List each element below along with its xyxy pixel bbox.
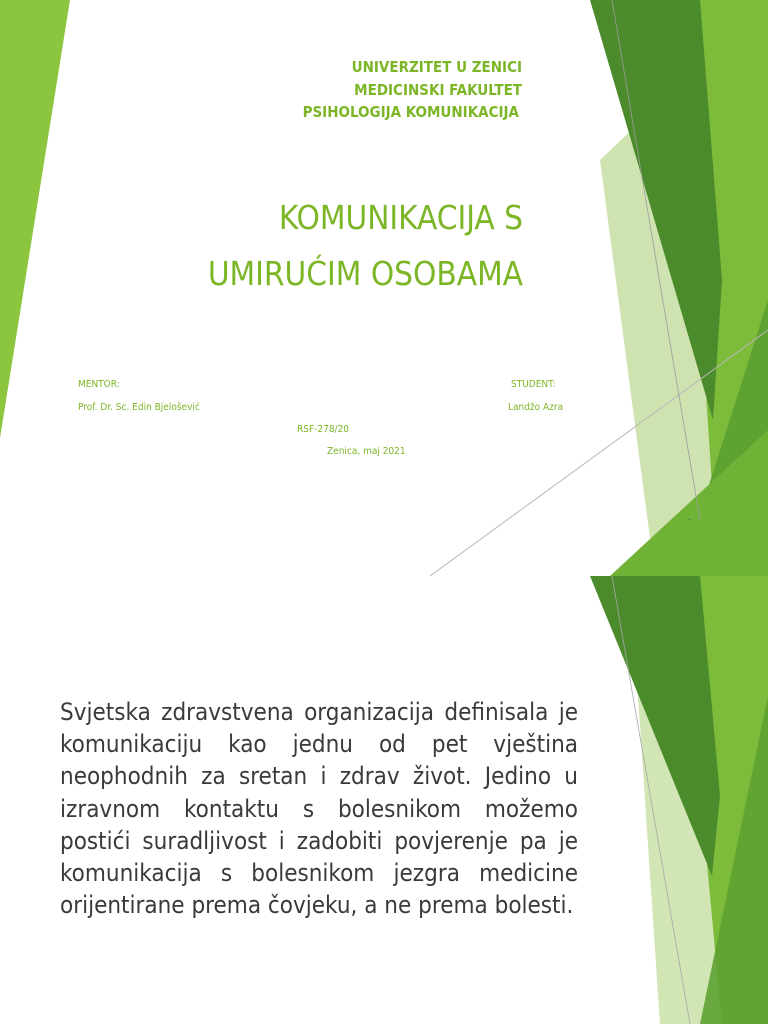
body-paragraph: Svjetska zdravstvena organizacija definisala je komunikaciju kao jednu od pet vještina neophodnih za sretan i zdrav život. Jedino u izravnom kontaktu s bolesnikom možemo postići suradljivost i zadobiti povjerenje pa je komunikacija s bolesnikom jezgra medicine orijentirane prema čovjeku, a ne prema bolesti. [60,698,578,920]
faculty-name: MEDICINSKI FAKULTET [354,81,522,99]
mentor-name: Prof. Dr. Sc. Edin Bjelošević [78,402,200,413]
course-name: PSIHOLOGIJA KOMUNIKACIJA [302,103,519,121]
student-name: Landžo Azra [508,402,564,413]
place-and-date: Zenica, maj 2021 [327,446,406,457]
small-mark: . [688,512,691,523]
content-slide [0,576,768,1024]
slide-title-line-2: UMIRUĆIM OSOBAMA [207,254,523,293]
slide-title-line-1: KOMUNIKACIJA S [278,198,523,237]
student-index-number: RSF-278/20 [297,424,350,435]
left-green-wedge [0,0,70,438]
student-label: STUDENT: [511,379,556,390]
university-name: UNIVERZITET U ZENICI [351,58,522,76]
mentor-label: MENTOR: [78,379,120,390]
